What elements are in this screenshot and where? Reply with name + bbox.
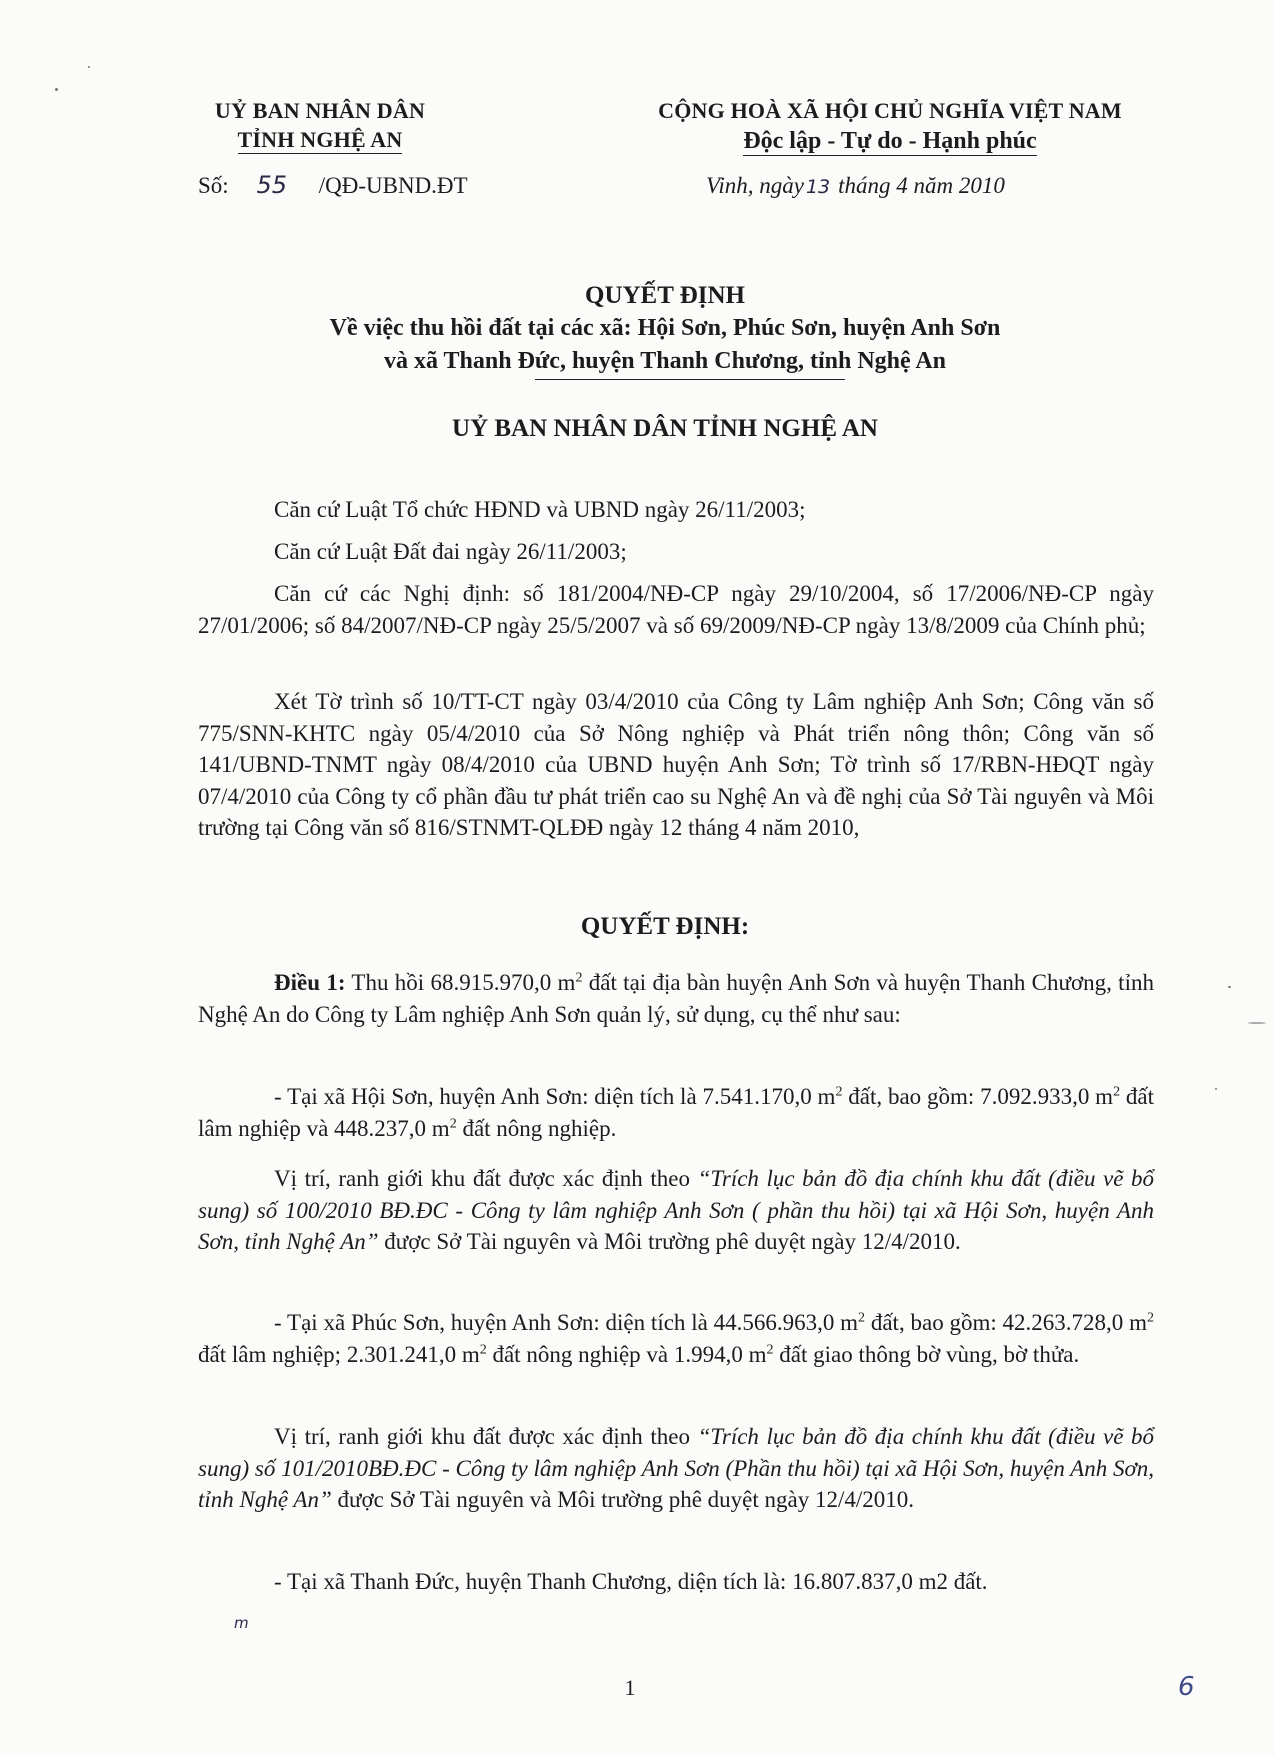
hoi-son-location-text-b: được Sở Tài nguyên và Môi trường phê duyệt ngày 12/4/2010. xyxy=(384,1229,961,1254)
phuc-son-text-b: đất, bao gồm: 42.263.728,0 m xyxy=(870,1310,1147,1335)
issuing-authority: UỶ BAN NHÂN DÂN TỈNH NGHỆ AN xyxy=(452,415,878,442)
superscript: 2 xyxy=(1113,1084,1121,1100)
superscript: 2 xyxy=(479,1341,487,1357)
superscript: 2 xyxy=(575,970,583,986)
scan-speck xyxy=(55,88,58,91)
motto xyxy=(620,128,1160,155)
superscript: 2 xyxy=(1147,1310,1154,1326)
hoi-son-location-text-a: Vị trí, ranh giới khu đất được xác định theo xyxy=(274,1166,690,1191)
title-underline xyxy=(535,379,845,380)
motto-text: Độc lập - Tự do - Hạnh phúc xyxy=(743,128,1037,154)
date-prefix: Vinh, ngày xyxy=(706,173,804,198)
superscript: 2 xyxy=(835,1084,843,1100)
phuc-son-location-text-a: Vị trí, ranh giới khu đất được xác định theo xyxy=(274,1424,690,1449)
number-suffix: /QĐ-UBND.ĐT xyxy=(318,173,468,198)
scan-speck xyxy=(1215,1088,1217,1090)
scan-speck xyxy=(88,66,90,68)
superscript: 2 xyxy=(449,1115,457,1131)
country-name: CỘNG HOÀ XÃ HỘI CHỦ NGHĨA VIỆT NAM xyxy=(658,98,1122,123)
basis-proposals: Xét Tờ trình số 10/TT-CT ngày 03/4/2010 của Công ty Lâm nghiệp Anh Sơn; Công văn số 775/SNN-KHTC ngày 05/4/2010 của Sở Nông nghiệp và Phát triển nông thôn; Công văn số 141/UBND-TNMT ngày 08/4/2010 của UBND huyện Anh Sơn; Tờ trình số 17/RBN-HĐQT ngày 07/4/2010 của Công ty cổ phần đầu tư phát triển cao su Nghệ An và đề nghị của Sở Tài nguyên và Môi trường tại Công văn số 816/STNMT-QLĐĐ ngày 12 tháng 4 năm 2010, xyxy=(198,689,1154,840)
superscript: 2 xyxy=(766,1341,774,1357)
phuc-son-text-d: đất nông nghiệp và 1.994,0 m xyxy=(492,1341,767,1367)
hoi-son-text-a: - Tại xã Hội Sơn, huyện Anh Sơn: diện tích là 7.541.170,0 m xyxy=(274,1084,836,1109)
phuc-son-text-a: - Tại xã Phúc Sơn, huyện Anh Sơn: diện tích là 44.566.963,0 m xyxy=(274,1310,859,1335)
basis-decrees: Căn cứ các Nghị định: số 181/2004/NĐ-CP ngày 29/10/2004, số 17/2006/NĐ-CP ngày 27/01/2006; số 84/2007/NĐ-CP ngày 25/5/2007 và số 69/2009/NĐ-CP ngày 13/8/2009 của Chính phủ; xyxy=(198,581,1154,638)
article-1 xyxy=(198,967,1154,1030)
article-1-text-b: đất tại địa bàn huyện Anh Sơn và huyện Thanh Chương, tỉnh Nghệ An do Công ty Lâm nghiệp Anh Sơn quản lý, sử dụng, cụ thể như sau: xyxy=(198,970,1154,1027)
org-name-line1: UỶ BAN NHÂN DÂN xyxy=(214,98,426,123)
phuc-son-area xyxy=(198,1307,1154,1370)
number-handwritten: 55 xyxy=(256,171,287,199)
article-1-label: Điều 1: xyxy=(274,970,346,995)
superscript: 2 xyxy=(858,1310,866,1326)
issue-date xyxy=(706,173,1005,199)
sheet-number-handwritten: 6 xyxy=(1178,1672,1195,1702)
phuc-son-map-reference: “Trích lục bản đồ địa chính khu đất (điều vẽ bổ sung) số 101/2010BĐ.ĐC - Công ty lâm nghiệp Anh Sơn (Phần thu hồi) tại xã Hội Sơn, huyện Anh Sơn, tỉnh Nghệ An” xyxy=(198,1424,1154,1512)
org-province: TỈNH NGHỆ AN xyxy=(237,127,403,152)
hoi-son-text-d: đất nông nghiệp. xyxy=(462,1115,617,1141)
decision-heading: QUYẾT ĐỊNH: xyxy=(580,913,750,940)
hoi-son-area xyxy=(198,1081,1154,1144)
basis-land-law: Căn cứ Luật Đất đai ngày 26/11/2003; xyxy=(274,539,627,564)
page-number: 1 xyxy=(624,1675,636,1700)
hoi-son-text-b: đất, bao gồm: 7.092.933,0 m xyxy=(848,1084,1114,1109)
hoi-son-text-c: đất lâm nghiệp và 448.237,0 m xyxy=(198,1084,1155,1141)
hoi-son-map-reference: “Trích lục bản đồ địa chính khu đất (điều vẽ bổ sung) số 100/2010 BĐ.ĐC - Công ty lâm nghiệp Anh Sơn ( phần thu hồi) tại xã Hội Sơn, huyện Anh Sơn, tỉnh Nghệ An” xyxy=(198,1166,1154,1254)
thanh-duc-area: - Tại xã Thanh Đức, huyện Thanh Chương, diện tích là: 16.807.837,0 m2 đất. xyxy=(274,1569,988,1594)
basis-law-organization: Căn cứ Luật Tổ chức HĐND và UBND ngày 26/11/2003; xyxy=(274,497,806,522)
phuc-son-text-e: đất giao thông bờ vùng, bờ thửa. xyxy=(779,1341,1080,1367)
handwritten-initials: m xyxy=(234,1614,249,1632)
org-name-line2 xyxy=(175,127,465,153)
number-prefix: Số: xyxy=(198,173,229,198)
document-number xyxy=(198,171,468,199)
decision-subtitle-line1: Về việc thu hồi đất tại các xã: Hội Sơn, Phúc Sơn, huyện Anh Sơn xyxy=(329,315,1001,341)
hoi-son-location xyxy=(198,1163,1154,1258)
decision-title: QUYẾT ĐỊNH xyxy=(585,282,745,309)
scan-speck xyxy=(1228,986,1231,988)
decision-subtitle-line2: và xã Thanh Đức, huyện Thanh Chương, tỉnh Nghệ An xyxy=(383,348,947,374)
article-1-text-a: Thu hồi 68.915.970,0 m xyxy=(351,970,576,995)
scan-speck xyxy=(1248,1022,1266,1024)
phuc-son-location-text-b: được Sở Tài nguyên và Môi trường phê duyệt ngày 12/4/2010. xyxy=(337,1487,915,1512)
phuc-son-text-c: đất lâm nghiệp; 2.301.241,0 m xyxy=(198,1341,480,1367)
date-suffix: tháng 4 năm 2010 xyxy=(838,173,1005,198)
date-day-handwritten: 13 xyxy=(805,176,831,198)
phuc-son-location xyxy=(198,1421,1154,1516)
